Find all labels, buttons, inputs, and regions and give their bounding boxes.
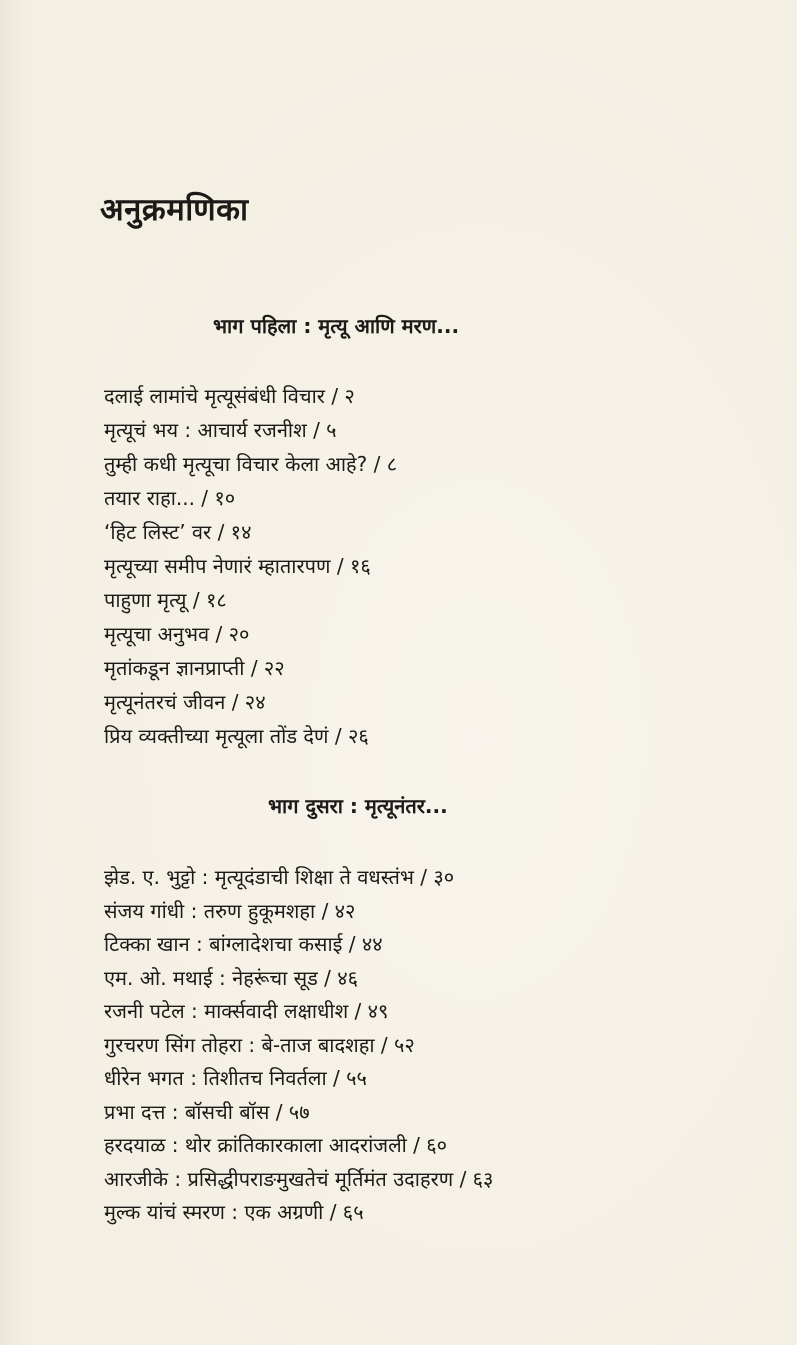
toc-entry: मृत्यूचा अनुभव / २० (104, 622, 250, 646)
toc-entry: गुरचरण सिंग तोहरा : बे-ताज बादशहा / ५२ (104, 1032, 415, 1057)
toc-entry: एम. ओ. मथाई : नेहरूंचा सूड / ४६ (104, 965, 359, 990)
toc-entry: प्रिय व्यक्तीच्या मृत्यूला तोंड देणं / २६ (104, 724, 369, 748)
toc-entry: आरजीके : प्रसिद्धीपराङमुखतेचं मूर्तिमंत उदाहरण / ६३ (104, 1166, 494, 1191)
toc-entry: तुम्ही कधी मृत्यूचा विचार केला आहे? / ८ (104, 452, 398, 476)
section-title-part-2: भाग दुसरा : मृत्यूनंतर... (268, 794, 448, 818)
toc-entry: संजय गांधी : तरुण हुकूमशहा / ४२ (104, 898, 356, 923)
toc-list-part-2 (104, 861, 493, 1230)
toc-entry: तयार राहा... / १० (104, 486, 236, 510)
section-title-part-1: भाग पहिला : मृत्यू आणि मरण... (213, 314, 460, 338)
toc-entry: मृत्यूचं भय : आचार्य रजनीश / ५ (104, 418, 337, 442)
toc-entry: मुल्क यांचं स्मरण : एक अग्रणी / ६५ (104, 1200, 364, 1224)
toc-entry: हरदयाळ : थोर क्रांतिकारकाला आदरांजली / ६० (104, 1133, 448, 1157)
toc-entry: रजनी पटेल : मार्क्सवादी लक्षाधीश / ४९ (104, 999, 389, 1023)
toc-entry: प्रभा दत्त : बॉसची बॉस / ५७ (104, 1099, 310, 1124)
page-title: अनुक्रमणिका (100, 192, 249, 228)
toc-entry: मृतांकडून ज्ञानप्राप्ती / २२ (104, 656, 285, 680)
toc-entry: पाहुणा मृत्यू / १८ (104, 588, 227, 612)
toc-entry: मृत्यूनंतरचं जीवन / २४ (104, 690, 266, 714)
toc-entry: मृत्यूच्या समीप नेणारं म्हातारपण / १६ (104, 554, 371, 578)
toc-entry: टिक्का खान : बांग्लादेशचा कसाई / ४४ (104, 932, 383, 956)
toc-list-part-1 (104, 379, 397, 753)
toc-entry: दलाई लामांचे मृत्यूसंबंधी विचार / २ (104, 384, 355, 408)
toc-entry: ‘हिट लिस्ट’ वर / १४ (104, 520, 252, 544)
toc-entry: झेड. ए. भुट्टो : मृत्यूदंडाची शिक्षा ते वधस्तंभ / ३० (104, 865, 455, 889)
toc-entry: धीरेन भगत : तिशीतच निवर्तला / ५५ (104, 1066, 367, 1090)
